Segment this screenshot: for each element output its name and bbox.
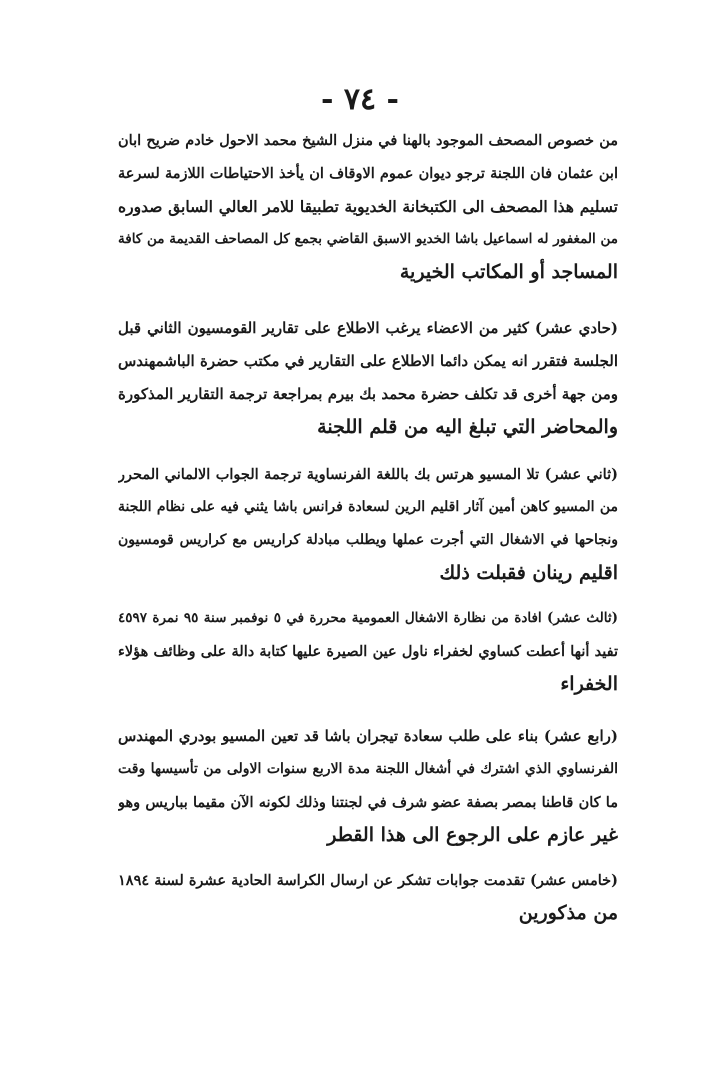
paragraph-3 bbox=[118, 458, 618, 590]
text-line: ابن عثمان فان اللجنة ترجو ديوان عموم الاوقاف ان يأخذ الاحتياطات اللازمة لسرعة bbox=[118, 165, 618, 182]
text-line: تسليم هذا المصحف الى الكتبخانة الخديوية تطبيقا للامر العالي السابق صدوره bbox=[118, 197, 618, 216]
text-line: تفيد أنها أعطت كساوي لخفراء ناول عين الصيرة عليها كتابة دالة على وظائف هؤلاء bbox=[118, 643, 618, 660]
paragraph-5 bbox=[118, 720, 618, 852]
text-line: المساجد أو المكاتب الخيرية bbox=[399, 261, 618, 283]
paragraph-1 bbox=[118, 124, 618, 289]
text-line: الخفراء bbox=[560, 673, 618, 695]
text-line: ومن جهة أخرى قد تكلف حضرة محمد بك بيرم بمراجعة ترجمة التقارير المذكورة bbox=[118, 385, 618, 403]
text-line: من خصوص المصحف الموجود بالهنا في منزل الشيخ محمد الاحول خادم ضريح ابان bbox=[118, 132, 618, 149]
text-line: من المسيو كاهن أمين آثار اقليم الرين لسعادة فرانس باشا يثني فيه على نظام اللجنة bbox=[118, 499, 618, 515]
text-line: من المغفور له اسماعيل باشا الخديو الاسبق القاضي بجمع كل المصاحف القديمة من كافة bbox=[118, 231, 618, 247]
text-line: (ثاني عشر) تلا المسيو هرتس بك باللغة الفرنساوية ترجمة الجواب الالماني المحرر bbox=[118, 466, 618, 483]
text-line: الفرنساوي الذي اشترك في أشغال اللجنة مدة الاربع سنوات الاولى من تأسيسها وقت bbox=[118, 761, 618, 777]
text-line: (حادي عشر) كثير من الاعضاء يرغب الاطلاع على تقارير القومسيون الثاني قبل bbox=[118, 319, 618, 337]
text-line: غير عازم على الرجوع الى هذا القطر bbox=[327, 824, 618, 846]
text-line: اقليم رينان فقبلت ذلك bbox=[439, 562, 618, 584]
paragraph-4 bbox=[118, 602, 618, 701]
text-line: ما كان قاطنا بمصر بصفة عضو شرف في لجنتنا وذلك لكونه الآن مقيما بباريس وهو bbox=[118, 794, 618, 811]
paragraph-2 bbox=[118, 312, 618, 444]
text-line: (ثالث عشر) افادة من نظارة الاشغال العمومية محررة في ٥ نوفمبر سنة ٩٥ نمرة ٤٥٩٧ bbox=[118, 610, 618, 626]
page-number: - ٧٤ - bbox=[320, 82, 400, 117]
text-line: (رابع عشر) بناء على طلب سعادة تيجران باشا قد تعين المسيو بودري المهندس bbox=[118, 727, 618, 745]
paragraph-6 bbox=[118, 864, 618, 930]
text-line: الجلسة فتقرر انه يمكن دائما الاطلاع على التقارير في مكتب حضرة الباشمهندس bbox=[118, 352, 618, 370]
text-line: (خامس عشر) تقدمت جوابات تشكر عن ارسال الكراسة الحادية عشرة لسنة ١٨٩٤ bbox=[118, 872, 618, 889]
text-line: من مذكورين bbox=[518, 902, 618, 924]
text-line: والمحاضر التي تبلغ اليه من قلم اللجنة bbox=[317, 416, 618, 438]
text-line: ونجاحها في الاشغال التي أجرت عملها ويطلب مبادلة كراريس مع كراريس قومسيون bbox=[118, 532, 618, 548]
